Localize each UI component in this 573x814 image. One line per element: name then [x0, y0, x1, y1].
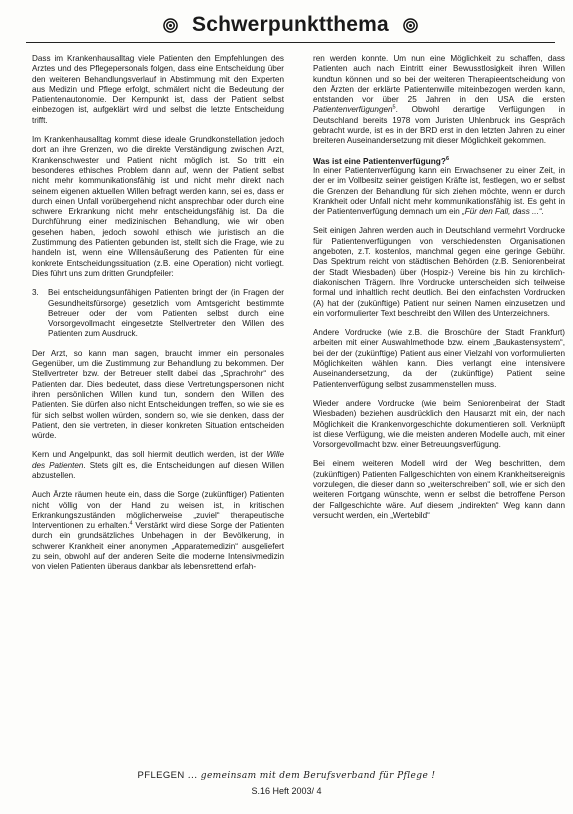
footnote-ref: 5 — [392, 104, 396, 111]
item-number: 3. — [32, 288, 39, 298]
footnote-ref: 4 — [129, 520, 133, 527]
page-title: Schwerpunktthema — [192, 13, 389, 36]
left-column — [32, 54, 284, 573]
paragraph: Im Krankenhausalltag kommt diese ideale Grundkonstellation jedoch dort an ihre Grenzen, wo die direkte Verständigung zwischen Arzt, Krankenschwester und Patient nicht möglich ist. So tritt ein besonderes ethisches Problem dann auf, wenn der Patient selbst nicht mehr kommunikationsfähig ist und nicht mehr direkt nach seinem eigenen aktuellen Willen befragt werden kann, sei es, dass er durch einen Unfall vorübergehend nicht ansprechbar oder durch eine schwere Erkrankung nicht mehr entscheidungsfähig ist. Da die Durchführung einer medizinischen Behandlung, wie wir oben gesehen haben, jedoch sowohl ethisch wie juristisch an die Zustimmung des Patienten gebunden ist, stellt sich die Frage, wie zu handeln ist, wenn eine Willensäußerung des Patienten für eine konkrete Entscheidungssituation (z.B. eine Operation) nicht vorliegt. Dies führt uns zum dritten Grundpfeiler: — [32, 135, 284, 278]
page-number: S.16 Heft 2003/ 4 — [251, 786, 322, 796]
paragraph — [313, 166, 565, 217]
paragraph: Dass im Krankenhausalltag viele Patienten den Empfehlungen des Arztes und des Pflegepersonals folgen, dass eine Entscheidung über den weiteren Behandlungsverlauf in Abstimmung mit den Experten aus Medizin und Pflege erfolgt, schmälert nicht die Bedeutung der Patientenautonomie. Der Kernpunkt ist, dass der Patient selbst einbezogen ist, aufgeklärt wird und selbst die letzte Entscheidung trifft. — [32, 54, 284, 125]
target-circle-icon — [403, 18, 418, 33]
text-run: Kern und Angelpunkt, das soll hiermit deutlich werden, ist der — [32, 450, 267, 460]
emphasis: Wille des Patienten — [32, 450, 284, 470]
footnote-ref: 6 — [445, 155, 449, 162]
right-column — [313, 54, 565, 521]
paragraph: Wieder andere Vordrucke (wie beim Seniorenbeirat der Stadt Wiesbaden) beziehen ausdrücklich den Hausarzt mit ein, der nach Möglichkeit die Krankenvorgeschichte dokumentieren soll. Verknüpft ist diese Verfügung, wie die meisten anderen Modelle auch, mit einer Vorsorgevollmacht bzw. einer Betreuungsverfügung. — [313, 398, 565, 450]
page-header — [26, 8, 555, 43]
item-text: Bei entscheidungsunfähigen Patienten bringt der (in Fragen der Gesundheitsfürsorge) gesetzlich vom Amtsgericht bestimmte Betreuer oder der vom Patienten selbst durch eine Vorsorgevollmacht eingesetzte Stellvertreter den Willen des Patienten zum Ausdruck. — [48, 288, 284, 339]
paragraph: Bei einem weiteren Modell wird der Weg beschritten, dem (zukünftigen) Patienten Fallgeschichten von einem Krankheitsereignis vorzulegen, die dieser dann so „weiterschreiben“ soll, wie er sich den weiteren Fortgang wünschte, wenn er selbst die betroffene Person der Fallgeschichte wäre. Auf diesem „indirekten“ Weg kann dann versucht werden, ein „Wertebild“ — [313, 459, 565, 520]
footer-slogan: ... gemeinsam mit dem Berufsverband für Pflege ! — [187, 771, 436, 781]
text-run: Verstärkt wird diese Sorge der Patienten durch ein grundsätzliches Unbehagen in der Bevölkerung, in schwerer Krankheit einer anonymen „Apparatemedizin“ ausgeliefert zu sein, obwohl auf der anderen Seite die moderne Intensivmedizin von vielen Patienten überaus dankbar als lebensrettend erfah- — [32, 521, 284, 572]
text-run: . — [541, 207, 544, 217]
target-circle-icon — [163, 18, 178, 33]
text-run: In einer Patientenverfügung kann ein Erwachsener zu einer Zeit, in der er im Vollbesitz seiner geistigen Kräfte ist, festlegen, wo er selbst die Grenzen der Behandlung für sich ziehen möchte, wenn er durch Krankheit oder Unfall nicht mehr kommunikationsfähig ist. Es geht in der Patientenverfügung demnach um ein — [313, 165, 565, 217]
footer-tagline — [0, 770, 573, 781]
text-run: . Stets gilt es, die Entscheidungen auf diesen Willen abzustellen. — [32, 460, 284, 480]
emphasis: „Für den Fall, dass ...“ — [462, 207, 542, 217]
text-run: ren werden konnte. Um nun eine Möglichkeit zu schaffen, dass Patienten auch nach Eintritt einer Bewusstlosigkeit ihren Willen kundtun können und so bei der weiteren Therapieentscheidung von den Ärzten der erklärte Patientenwille miteinbezogen werden kann, entstanden vor über 25 Jahren in den USA die ersten — [313, 54, 565, 105]
paragraph — [32, 450, 284, 481]
text-run: . Obwohl derartige Verfügungen in Deutschland bereits 1978 vom Juristen Uhlenbruck ins Gespräch gebracht wurde, ist es in der BRD erst in den letzten Jahren zu einer breiteren Auseinandersetzung mit dieser Möglichkeit gekommen. — [313, 105, 565, 146]
section-heading — [313, 156, 565, 166]
paragraph: Seit einigen Jahren werden auch in Deutschland vermehrt Vordrucke für Patientenverfügungen von verschiedensten Organisationen angeboten, z.T. kostenlos, manchmal gegen eine geringe Gebühr. Das Spektrum reicht von städtischen Behörden (z.B. Seniorenbeirat der Stadt Wiesbaden) über (Hospiz-) Vereine bis hin zu kirchlich-diakonischen Trägern. Ihre Vordrucke unterscheiden sich teilweise formal und inhaltlich recht deutlich. Bei den einfachsten Vordrucken (A) hat der (zukünftige) Patient nur seinen Namen einzusetzen und ein vorformulierter Text beschreibt den Willen des Unterzeichners. — [313, 226, 565, 318]
heading-text: Was ist eine Patientenverfügung? — [313, 155, 446, 166]
footer-brand: PFLEGEN — [137, 770, 185, 781]
emphasis: Patientenverfügungen — [313, 105, 393, 115]
paragraph: Andere Vordrucke (wie z.B. die Broschüre der Stadt Frankfurt) arbeiten mit einer Auswahlmethode bzw. einem „Baukastensystem“, bei der der (zukünftige) Patient aus einer Vielzahl von vorformulierten Möglichkeiten wählen kann. Dies verlangt eine intensivere Auseinandersetzung, da der (zukünftige) Patient seine Patientenverfügung selbst zusammenstellen muss. — [313, 328, 565, 389]
numbered-item — [32, 288, 284, 339]
text-run: Auch Ärzte räumen heute ein, dass die Sorge (zukünftiger) Patienten nicht völlig von der Hand zu weisen ist, in kritischen Erkrankungszuständen möglicherweise „zuviel“ therapeutische Interventionen zu erhalten. — [32, 490, 284, 531]
paragraph — [313, 54, 565, 147]
paragraph — [32, 490, 284, 572]
paragraph: Der Arzt, so kann man sagen, braucht immer ein personales Gegenüber, um die Zustimmung zur Behandlung zu bekommen. Der Stellvertreter bzw. der Betreuer stellt dabei das „Sprachrohr“ des Patienten dar. Dies bedeutet, dass diese Vertretungspersonen nicht ihren persönlichen Willen kund tun, sondern den Willen des Patienten. Sie dürfen also nicht Entscheidungen treffen, so wie sie es für sich selbst wollen würden, sondern so, wie sie denken, dass der Patient, den sie vertreten, in dieser konkreten Situation entscheiden würde. — [32, 348, 284, 441]
